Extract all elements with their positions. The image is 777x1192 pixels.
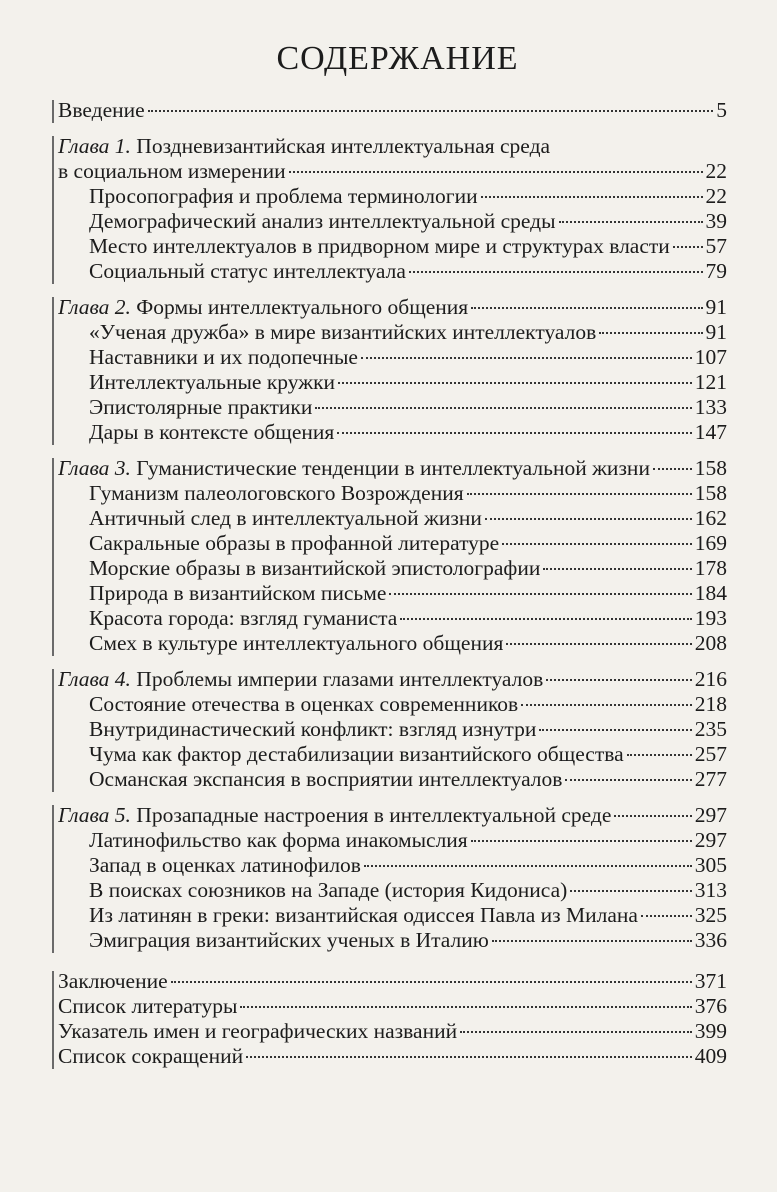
page-number: 193 bbox=[694, 606, 727, 630]
subsection-entry bbox=[58, 767, 727, 792]
chapter-section bbox=[58, 456, 727, 656]
entry-text: Демографический анализ интеллектуальной среды bbox=[89, 209, 556, 233]
back-matter-entry bbox=[58, 1019, 727, 1044]
chapter-label: Глава 3. bbox=[58, 456, 131, 480]
page-title: СОДЕРЖАНИЕ bbox=[276, 40, 519, 77]
leader-dots bbox=[614, 815, 691, 817]
leader-dots bbox=[289, 171, 703, 173]
leader-dots bbox=[539, 729, 691, 731]
entry-text: В поисках союзников на Западе (история Кидониса) bbox=[89, 878, 568, 902]
page-number: 39 bbox=[705, 209, 727, 233]
entry-text: Список сокращений bbox=[58, 1044, 244, 1068]
subsection-entry bbox=[58, 320, 727, 345]
subsection-entry bbox=[58, 370, 727, 395]
chapter-entry bbox=[58, 667, 727, 692]
section-rule bbox=[52, 971, 54, 1069]
subsection-entry bbox=[58, 717, 727, 742]
page-number: 376 bbox=[694, 994, 727, 1018]
leader-dots bbox=[409, 271, 703, 273]
page-number: 297 bbox=[694, 828, 727, 852]
leader-dots bbox=[673, 246, 703, 248]
leader-dots bbox=[543, 568, 691, 570]
entry-text: Эпистолярные практики bbox=[89, 395, 313, 419]
chapter-heading bbox=[58, 456, 650, 481]
page-number: 158 bbox=[694, 481, 727, 505]
entry-text: Латинофильство как форма инакомыслия bbox=[89, 828, 468, 852]
subsection-entry bbox=[58, 556, 727, 581]
entry-text: Интеллектуальные кружки bbox=[89, 370, 336, 394]
subsection-entry bbox=[58, 531, 727, 556]
subsection-entry bbox=[58, 184, 727, 209]
chapter-heading bbox=[58, 295, 468, 320]
chapter-title: Прозападные настроения в интеллектуальной среде bbox=[136, 803, 612, 827]
subsection-entry bbox=[58, 506, 727, 531]
page-number: 133 bbox=[694, 395, 727, 419]
entry-text: Красота города: взгляд гуманиста bbox=[89, 606, 398, 630]
page-number: 22 bbox=[705, 184, 727, 208]
section-rule bbox=[52, 805, 54, 953]
leader-dots bbox=[492, 940, 692, 942]
subsection-entry bbox=[58, 481, 727, 506]
entry-text: Социальный статус интеллектуала bbox=[89, 259, 406, 283]
page-number: 107 bbox=[694, 345, 727, 369]
entry-text: Указатель имен и географических названий bbox=[58, 1019, 458, 1043]
leader-dots bbox=[471, 307, 702, 309]
leader-dots bbox=[481, 196, 703, 198]
leader-dots bbox=[565, 779, 691, 781]
leader-dots bbox=[521, 704, 692, 706]
chapters-list bbox=[58, 134, 727, 953]
entry-text: Османская экспансия в восприятии интеллектуалов bbox=[89, 767, 563, 791]
page-number: 399 bbox=[694, 1019, 727, 1043]
subsection-entry bbox=[58, 395, 727, 420]
section-rule bbox=[52, 458, 54, 656]
leader-dots bbox=[337, 432, 691, 434]
page-number: 178 bbox=[694, 556, 727, 580]
page-number: 208 bbox=[694, 631, 727, 655]
section-rule bbox=[52, 100, 54, 123]
subsection-entry bbox=[58, 345, 727, 370]
chapter-label: Глава 1. bbox=[58, 134, 131, 158]
page-number: 121 bbox=[694, 370, 727, 394]
section-rule bbox=[52, 136, 54, 284]
leader-dots bbox=[361, 357, 692, 359]
leader-dots bbox=[364, 865, 692, 867]
page-number: 371 bbox=[694, 969, 727, 993]
chapter-entry bbox=[58, 159, 727, 184]
entry-text: Чума как фактор дестабилизации византийского общества bbox=[89, 742, 624, 766]
intro-section bbox=[58, 98, 727, 123]
leader-dots bbox=[641, 915, 692, 917]
entry-text: Запад в оценках латинофилов bbox=[89, 853, 361, 877]
chapter-section bbox=[58, 803, 727, 953]
leader-dots bbox=[240, 1006, 691, 1008]
page-number: 305 bbox=[694, 853, 727, 877]
page-number: 5 bbox=[716, 98, 727, 122]
page-number: 22 bbox=[705, 159, 727, 183]
subsection-entry bbox=[58, 420, 727, 445]
leader-dots bbox=[653, 468, 692, 470]
leader-dots bbox=[502, 543, 692, 545]
leader-dots bbox=[506, 643, 691, 645]
page-number: 257 bbox=[694, 742, 727, 766]
leader-dots bbox=[471, 840, 692, 842]
leader-dots bbox=[171, 981, 692, 983]
subsection-entry bbox=[58, 234, 727, 259]
section-rule bbox=[52, 669, 54, 792]
leader-dots bbox=[338, 382, 692, 384]
entry-text: Список литературы bbox=[58, 994, 238, 1018]
chapter-entry bbox=[58, 803, 727, 828]
entry-text: Морские образы в византийской эпистолографии bbox=[89, 556, 541, 580]
chapter-entry bbox=[58, 456, 727, 481]
chapter-title: Гуманистические тенденции в интеллектуальной жизни bbox=[136, 456, 650, 480]
entry-text: Заключение bbox=[58, 969, 168, 993]
subsection-entry bbox=[58, 878, 727, 903]
subsection-entry bbox=[58, 581, 727, 606]
page-number: 313 bbox=[694, 878, 727, 902]
toc-entry-intro bbox=[58, 98, 727, 123]
page-number: 147 bbox=[694, 420, 727, 444]
leader-dots bbox=[148, 110, 714, 112]
entry-text: Смех в культуре интеллектуального общения bbox=[89, 631, 504, 655]
page-number: 162 bbox=[694, 506, 727, 530]
entry-text: Наставники и их подопечные bbox=[89, 345, 358, 369]
page-number: 336 bbox=[694, 928, 727, 952]
entry-text: Дары в контексте общения bbox=[89, 420, 335, 444]
leader-dots bbox=[246, 1056, 692, 1058]
page-number: 325 bbox=[694, 903, 727, 927]
entry-text: Античный след в интеллектуальной жизни bbox=[89, 506, 482, 530]
chapter-heading bbox=[58, 667, 543, 692]
chapter-section bbox=[58, 134, 727, 284]
entry-text: Внутридинастический конфликт: взгляд изнутри bbox=[89, 717, 537, 741]
entry-text: Место интеллектуалов в придворном мире и структурах власти bbox=[89, 234, 670, 258]
chapter-title: Поздневизантийская интеллектуальная среда bbox=[136, 134, 551, 158]
page-number: 297 bbox=[694, 803, 727, 827]
entry-text: Гуманизм палеологовского Возрождения bbox=[89, 481, 464, 505]
chapter-title: Проблемы империи глазами интеллектуалов bbox=[136, 667, 544, 691]
leader-dots bbox=[460, 1031, 692, 1033]
page-number: 169 bbox=[694, 531, 727, 555]
subsection-entry bbox=[58, 692, 727, 717]
leader-dots bbox=[570, 890, 691, 892]
chapter-heading bbox=[58, 134, 727, 159]
chapter-section bbox=[58, 667, 727, 792]
entry-text: Введение bbox=[58, 98, 145, 122]
leader-dots bbox=[315, 407, 691, 409]
chapter-section bbox=[58, 295, 727, 445]
chapter-label: Глава 5. bbox=[58, 803, 131, 827]
section-rule bbox=[52, 297, 54, 445]
leader-dots bbox=[389, 593, 691, 595]
leader-dots bbox=[599, 332, 702, 334]
page-number: 79 bbox=[705, 259, 727, 283]
entry-text: в социальном измерении bbox=[58, 159, 286, 183]
subsection-entry bbox=[58, 853, 727, 878]
page-number: 277 bbox=[694, 767, 727, 791]
page-number: 235 bbox=[694, 717, 727, 741]
entry-text: Состояние отечества в оценках современников bbox=[89, 692, 519, 716]
back-matter-entry bbox=[58, 994, 727, 1019]
subsection-entry bbox=[58, 606, 727, 631]
page-number: 216 bbox=[694, 667, 727, 691]
chapter-label: Глава 2. bbox=[58, 295, 131, 319]
subsection-entry bbox=[58, 903, 727, 928]
chapter-title: Формы интеллектуального общения bbox=[136, 295, 469, 319]
entry-text: Природа в византийском письме bbox=[89, 581, 387, 605]
back-matter-section bbox=[58, 969, 727, 1069]
entry-text: Просопография и проблема терминологии bbox=[89, 184, 478, 208]
chapter-entry bbox=[58, 295, 727, 320]
entry-text: Из латинян в греки: византийская одиссея Павла из Милана bbox=[89, 903, 638, 927]
entry-text: Эмиграция византийских ученых в Италию bbox=[89, 928, 489, 952]
leader-dots bbox=[467, 493, 692, 495]
back-matter-entry bbox=[58, 969, 727, 994]
page-number: 91 bbox=[705, 320, 727, 344]
leader-dots bbox=[485, 518, 692, 520]
leader-dots bbox=[627, 754, 692, 756]
page-number: 184 bbox=[694, 581, 727, 605]
page-number: 218 bbox=[694, 692, 727, 716]
page-number: 57 bbox=[705, 234, 727, 258]
page-number: 91 bbox=[705, 295, 727, 319]
subsection-entry bbox=[58, 209, 727, 234]
leader-dots bbox=[546, 679, 691, 681]
subsection-entry bbox=[58, 631, 727, 656]
subsection-entry bbox=[58, 259, 727, 284]
page-number: 158 bbox=[694, 456, 727, 480]
entry-text: Сакральные образы в профанной литературе bbox=[89, 531, 500, 555]
chapter-heading bbox=[58, 803, 611, 828]
leader-dots bbox=[559, 221, 703, 223]
subsection-entry bbox=[58, 828, 727, 853]
entry-text: «Ученая дружба» в мире византийских интеллектуалов bbox=[89, 320, 597, 344]
back-matter-entry bbox=[58, 1044, 727, 1069]
subsection-entry bbox=[58, 928, 727, 953]
chapter-label: Глава 4. bbox=[58, 667, 131, 691]
subsection-entry bbox=[58, 742, 727, 767]
leader-dots bbox=[400, 618, 691, 620]
page-number: 409 bbox=[694, 1044, 727, 1068]
